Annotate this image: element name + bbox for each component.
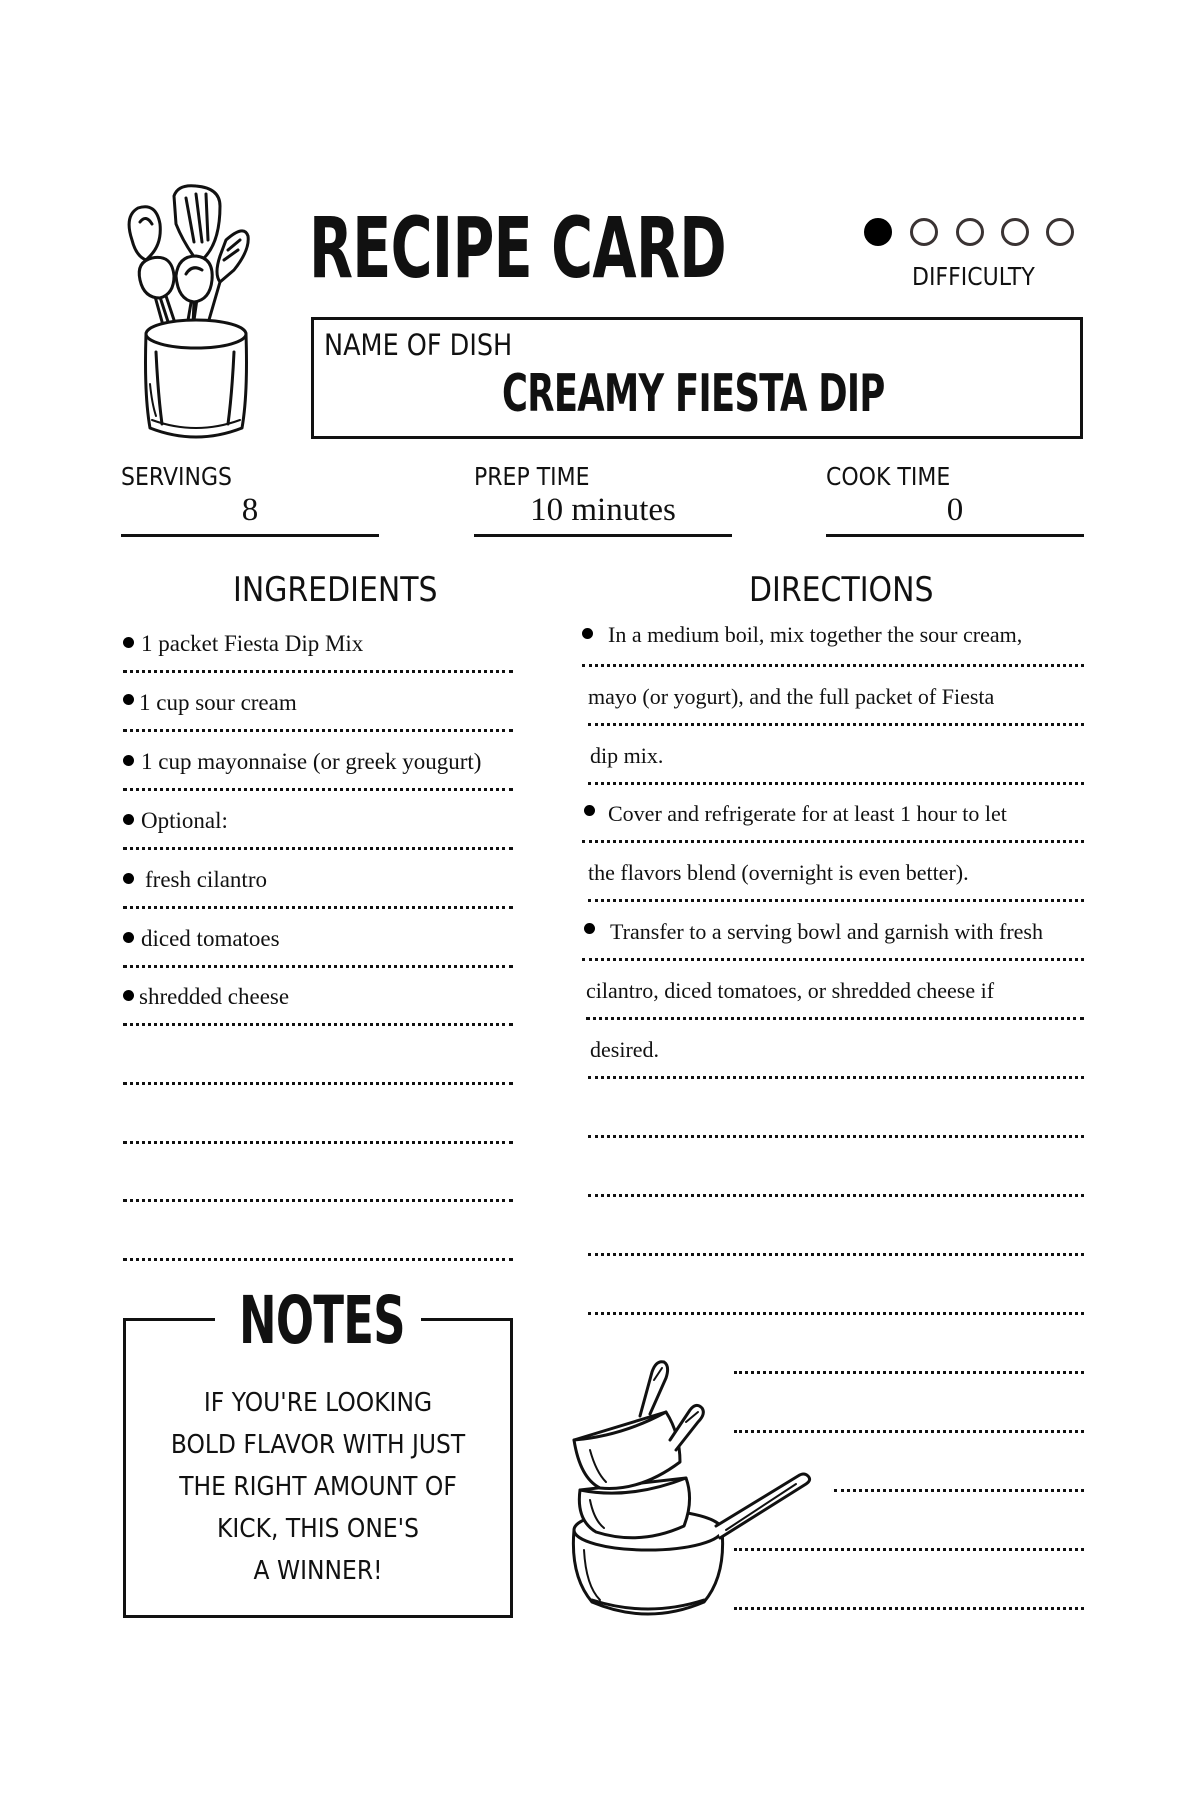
ingredient-text: fresh cilantro: [145, 867, 267, 892]
dotted-rule: [123, 1141, 513, 1144]
direction-row: [588, 1035, 1084, 1079]
cook-time-value: 0: [946, 492, 964, 528]
empty-ingredient-row: [123, 1217, 513, 1261]
ingredient-row: [123, 982, 513, 1026]
directions-heading: DIRECTIONS: [749, 570, 934, 610]
bullet-icon: [123, 814, 134, 825]
dotted-rule: [588, 1194, 1084, 1197]
dish-label: NAME OF DISH: [324, 328, 513, 362]
ingredient-text: 1 packet Fiesta Dip Mix: [141, 631, 364, 656]
ingredients-heading: INGREDIENTS: [233, 570, 438, 610]
bullet-icon: [123, 694, 134, 705]
dotted-rule: [586, 1017, 1084, 1020]
bullet-icon: [584, 805, 595, 816]
empty-direction-row: [588, 1094, 1084, 1138]
cook-time-field: [826, 460, 1084, 540]
ingredient-row: [123, 806, 513, 850]
dotted-rule: [834, 1489, 1084, 1492]
empty-direction-row: [588, 1271, 1084, 1315]
bullet-icon: [123, 755, 134, 766]
difficulty-dot-empty: [956, 218, 984, 246]
empty-direction-row: [588, 1153, 1084, 1197]
notes-line: KICK, THIS ONE'S: [217, 1514, 419, 1544]
dotted-rule: [588, 899, 1084, 902]
cook-time-label: COOK TIME: [826, 462, 951, 491]
dotted-rule: [588, 1253, 1084, 1256]
dotted-rule: [588, 782, 1084, 785]
direction-text: cilantro, diced tomatoes, or shredded cheese if: [586, 978, 995, 1003]
dotted-rule: [123, 847, 513, 850]
dotted-rule: [588, 1135, 1084, 1138]
direction-row: [582, 917, 1084, 961]
dotted-rule: [588, 1312, 1084, 1315]
dotted-rule: [582, 840, 1084, 843]
difficulty-dot-filled: [864, 218, 892, 246]
ingredient-row: [123, 629, 513, 673]
dotted-rule: [588, 1076, 1084, 1079]
servings-label: SERVINGS: [121, 462, 232, 491]
prep-time-field: [474, 460, 732, 540]
dotted-rule: [123, 906, 513, 909]
dotted-rule: [588, 723, 1084, 726]
bullet-icon: [584, 923, 595, 934]
cooking-pots-icon: [570, 1350, 820, 1625]
notes-title: NOTES: [239, 1282, 405, 1359]
ingredient-row: [123, 688, 513, 732]
empty-ingredient-row: [123, 1041, 513, 1085]
bullet-icon: [123, 637, 134, 648]
difficulty-dot-empty: [1046, 218, 1074, 246]
direction-text: Transfer to a serving bowl and garnish with fresh: [610, 919, 1043, 944]
prep-time-underline: [474, 534, 732, 537]
ingredient-row: [123, 747, 513, 791]
empty-ingredient-row: [123, 1100, 513, 1144]
direction-row: [586, 976, 1084, 1020]
direction-row: [588, 858, 1084, 902]
direction-row: [588, 682, 1084, 726]
prep-time-value: 10 minutes: [530, 492, 676, 528]
difficulty-rating: [864, 218, 1084, 291]
difficulty-label: DIFFICULTY: [912, 262, 1035, 291]
ingredient-row: [123, 924, 513, 968]
prep-time-label: PREP TIME: [474, 462, 590, 491]
ingredient-text: shredded cheese: [139, 984, 290, 1009]
servings-underline: [121, 534, 379, 537]
notes-line: A WINNER!: [253, 1556, 383, 1586]
notes-line: IF YOU'RE LOOKING: [203, 1388, 433, 1418]
direction-text: desired.: [590, 1037, 660, 1062]
notes-text: [148, 1382, 488, 1592]
empty-direction-row: [588, 1212, 1084, 1256]
page-title: RECIPE CARD: [309, 199, 726, 297]
dotted-rule: [582, 958, 1084, 961]
notes-line: THE RIGHT AMOUNT OF: [179, 1472, 457, 1502]
notes-line: BOLD FLAVOR WITH JUST: [170, 1430, 466, 1460]
empty-ingredient-row: [123, 1158, 513, 1202]
direction-row: [582, 799, 1084, 843]
difficulty-dot-empty: [1001, 218, 1029, 246]
bullet-icon: [123, 990, 134, 1001]
direction-text: In a medium boil, mix together the sour cream,: [608, 622, 1023, 647]
dotted-rule: [123, 1258, 513, 1261]
direction-text: the flavors blend (overnight is even better).: [588, 860, 969, 885]
direction-row: [588, 741, 1084, 785]
utensil-jar-icon: [116, 184, 276, 446]
ingredient-text: 1 cup mayonnaise (or greek yougurt): [141, 749, 482, 774]
difficulty-dot-empty: [910, 218, 938, 246]
ingredient-text: 1 cup sour cream: [139, 690, 297, 715]
empty-direction-row: [834, 1448, 1084, 1492]
servings-field: [121, 460, 379, 540]
dotted-rule: [582, 664, 1084, 667]
dotted-rule: [123, 788, 513, 791]
ingredient-text: Optional:: [141, 808, 228, 833]
ingredient-text: diced tomatoes: [141, 926, 280, 951]
ingredient-row: [123, 865, 513, 909]
bullet-icon: [582, 628, 593, 639]
dish-name: CREAMY FIESTA DIP: [502, 364, 885, 424]
direction-row: [582, 623, 1084, 667]
cook-time-underline: [826, 534, 1084, 537]
dish-name-box: [311, 317, 1083, 439]
bullet-icon: [123, 932, 134, 943]
dotted-rule: [123, 965, 513, 968]
dotted-rule: [123, 729, 513, 732]
direction-text: Cover and refrigerate for at least 1 hour to let: [608, 801, 1007, 826]
dotted-rule: [123, 1082, 513, 1085]
dotted-rule: [123, 1023, 513, 1026]
notes-box: [123, 1282, 513, 1618]
direction-text: mayo (or yogurt), and the full packet of Fiesta: [588, 684, 995, 709]
dotted-rule: [123, 670, 513, 673]
servings-value: 8: [241, 492, 259, 528]
direction-text: dip mix.: [590, 743, 664, 768]
dotted-rule: [123, 1199, 513, 1202]
bullet-icon: [123, 873, 134, 884]
